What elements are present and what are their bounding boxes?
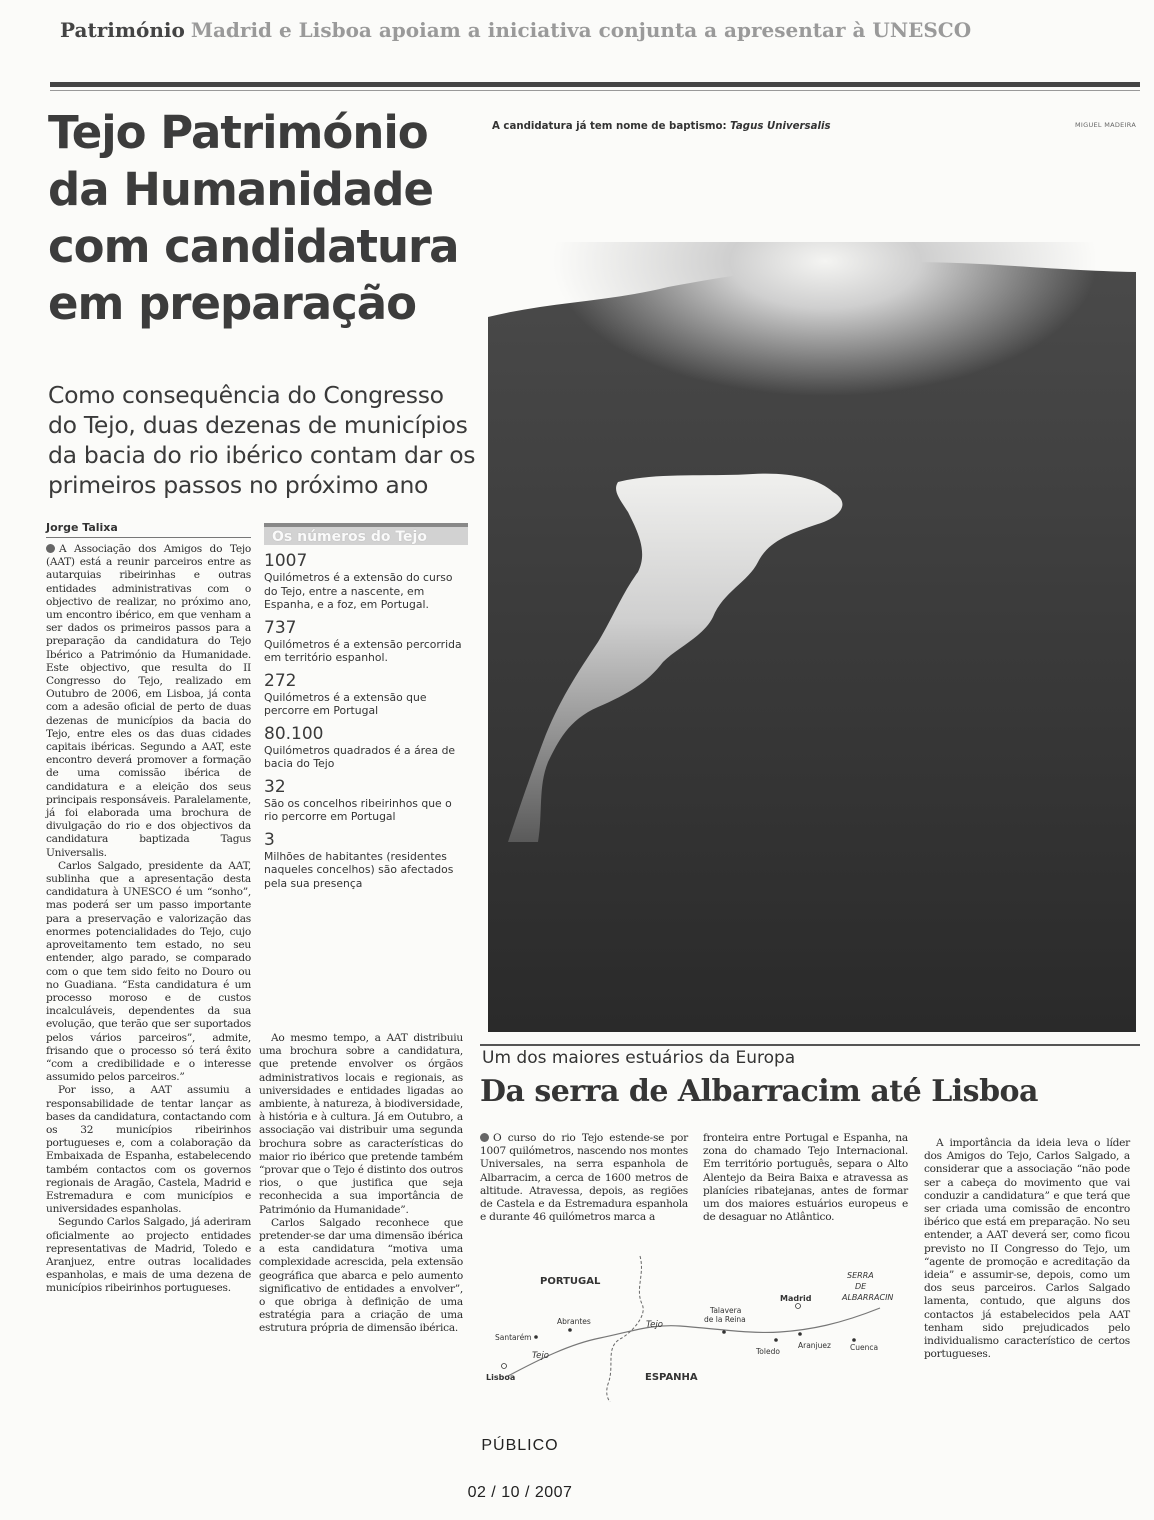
secondary-rule [480,1044,1140,1046]
photo-credit: MIGUEL MADEIRA [1075,121,1137,129]
map-label-de: DE [855,1282,867,1291]
number-item [264,618,468,665]
byline: Jorge Talixa [46,521,251,538]
map-label-lisboa: Lisboa [486,1373,516,1382]
section-label: Património [60,18,185,42]
number-value: 3 [264,829,275,850]
bullet-icon [46,544,55,553]
top-rule-thin [50,90,1140,91]
article-column-1 [46,543,251,1296]
secondary-title: Da serra de Albarracim até Lisboa [480,1074,1038,1109]
number-item [264,830,468,891]
number-value: 80.100 [264,723,324,744]
map-label-aranjuez: Aranjuez [798,1341,831,1350]
number-value: 737 [264,617,297,638]
map-label-toledo: Toledo [756,1347,780,1356]
secondary-column-2 [703,1132,908,1224]
number-desc: Quilómetros é a extensão percorrida em território espanhol. [264,637,462,664]
photo-caption: A candidatura já tem nome de baptismo: Tagus Universalis [492,121,831,132]
bullet-icon [480,1133,489,1142]
article-paragraph: Por isso, a AAT assumiu a responsabilidade de tentar lançar as bases da candidatura, contactando com os 32 municípios ribeirinhos portugueses e, com a colaboração da Embaixada de Espanha, estabelecendo também contactos com os governos regionais de Aragão, Castela, Madrid e Estremadura e com municípios e universidades espanholas. [46,1084,251,1216]
number-desc: Quilómetros quadrados é a área de bacia do Tejo [264,743,456,770]
article-paragraph: A Associação dos Amigos do Tejo (AAT) está a reunir parceiros entre as autarquias ribeirinhas e outras entidades administrativas com o objectivo de realizar, no próximo ano, um encontro ibérico, em que venham a ser dados os primeiros passos para a preparação da candidatura do Tejo Ibérico a Património da Humanidade. Este objectivo, que resulta do II Congresso do Tejo, realizado em Outubro de 2006, em Lisboa, já conta com a adesão oficial de perto de duas dezenas de municípios da bacia do Tejo, entre eles os das duas cidades capitais ibéricas. Segundo a AAT, este encontro deverá promover a formação de uma comissão ibérica de candidatura e a eleição dos seus principais responsáveis. Paralelamente, já foi elaborada uma brochura de divulgação do rio e dos objectivos da candidatura baptizada Tagus Universalis. [46,543,251,859]
article-paragraph: Segundo Carlos Salgado, já aderiram oficialmente ao projecto entidades representativas de Madrid, Toledo e Aranjuez, entre outras localidades espanholas, e mais de uma dezena de municípios ribeirinhos portugueses. [46,1216,251,1295]
secondary-kicker: Um dos maiores estuários da Europa [482,1048,796,1068]
map-label-portugal: PORTUGAL [540,1276,601,1287]
number-desc: Quilómetros é a extensão do curso do Tejo, entre a nascente, em Espanha, e a foz, em Portugal. [264,571,453,611]
number-desc: Quilómetros é a extensão que percorre em Portugal [264,690,427,717]
number-item [264,724,468,771]
article-paragraph: Ao mesmo tempo, a AAT distribuiu uma brochura sobre a candidatura, que pretende envolver os órgãos administrativos locais e regionais, as universidades e entidades ligadas ao ambiente, à natureza, à biodiversidade, à história e à cultura. Já em Outubro, a associação vai distribuir uma segunda brochura sobre as características do maior rio ibérico que pretende também “provar que o Tejo é distinto dos outros rios, o que justifica que seja reconhecida a sua importância de Património da Humanidade”. [259,1032,463,1216]
headline: Tejo Património da Humanidade com candidatura em preparação [48,106,459,330]
number-desc: Milhões de habitantes (residentes naqueles concelhos) são afectados pela sua presença [264,849,454,890]
city-dot-talavera [722,1330,726,1334]
map-label-santarem: Santarém [495,1333,532,1342]
article-column-2 [259,1032,463,1336]
secondary-paragraph: O curso do rio Tejo estende-se por 1007 quilómetros, nascendo nos montes Universales, na serra espanhola de Albarracim, a cerca de 1600 metros de altitude. Atravessa, depois, as regiões de Castela e da Estremadura espanhola e durante 46 quilómetros marca a [480,1132,688,1224]
article-paragraph: Carlos Salgado reconhece que pretender-se dar uma dimensão ibérica a esta candidatura “motiva uma complexidade acrescida, pela extensão geográfica que abarca e pelo aumento significativo de entidades a envolver”, o que obriga à definição de uma estratégia para a criação de uma estrutura própria de dimensão ibérica. [259,1216,463,1335]
map-label-talavera: Talavera [710,1306,742,1315]
secondary-paragraph: A importância da ideia leva o líder dos Amigos do Tejo, Carlos Salgado, a considerar que a associação “não pode ser a cabeça do movimento que vai conduzir a candidatura” e que terá que ser criada uma comissão de encontro ibérico que está em preparação. No seu entender, a AAT deverá ser, como ficou previsto no II Congresso do Tejo, um “agente de promoção e acreditação da ideia” e assumir-se, depois, como um dos seus parceiros. Carlos Salgado lamenta, contudo, que alguns dos contactos já estabelecidos pela AAT tenham sido prejudicados pelo individualismo característico de certos portugueses. [924,1137,1130,1361]
numbers-box [264,523,468,993]
number-value: 1007 [264,551,308,571]
top-rule [50,82,1140,87]
river-photo [488,242,1136,1032]
map-label-tejo-1: Tejo [646,1320,663,1330]
secondary-column-1 [480,1132,688,1224]
numbers-box-title: Os números do Tejo [264,523,468,545]
footer-publication: PÚBLICO [481,1437,559,1454]
city-dot-toledo [774,1338,778,1342]
map-label-serra: SERRA [847,1271,874,1280]
tagus-map [480,1244,906,1402]
map-label-albarracin: ALBARRACIN [842,1293,894,1302]
photo-caption-name: Tagus Universalis [730,121,831,132]
number-value: 32 [264,776,286,797]
article-paragraph: Carlos Salgado, presidente da AAT, sublinha que a apresentação desta candidatura à UNESCO é um “sonho”, mas poderá ser um passo importante para a preservação e valorização das enormes potencialidades do Tejo, cujo aproveitamento tem estado, no seu entender, algo parado, se comparado com o que tem sido feito no Douro ou no Guadiana. “Esta candidatura é um processo moroso e de custos incalculáveis, dependentes da sua evolução, que terão que ser suportados pelos vários parceiros”, admite, frisando que o processo só terá êxito “com a credibilidade e o interesse assumido pelos parceiros.” [46,859,251,1084]
map-label-talavera-2: de la Reina [704,1315,746,1324]
subheadline: Como consequência do Congresso do Tejo, duas dezenas de municípios da bacia do rio ibérico contam dar os primeiros passos no próximo ano [48,381,476,499]
secondary-column-3 [924,1137,1130,1361]
number-item [264,551,468,612]
number-item [264,777,468,824]
map-label-tejo-2: Tejo [532,1351,549,1361]
number-value: 272 [264,670,297,691]
city-dot-cuenca [852,1338,856,1342]
city-dot-santarem [534,1335,538,1339]
map-label-madrid: Madrid [780,1294,812,1303]
city-dot-aranjuez [798,1332,802,1336]
section-kicker [60,18,1140,42]
map-label-abrantes: Abrantes [557,1317,591,1326]
map-label-espanha: ESPANHA [645,1372,698,1383]
secondary-paragraph: fronteira entre Portugal e Espanha, na zona do chamado Tejo Internacional. Em território português, separa o Alto Alentejo da Beira Baixa e atravessa as planícies ribatejanas, antes de formar um dos maiores estuários europeus e de desaguar no Atlântico. [703,1132,908,1224]
map-label-cuenca: Cuenca [850,1343,879,1352]
kicker-text: Madrid e Lisboa apoiam a iniciativa conjunta a apresentar à UNESCO [190,18,972,42]
city-dot-abrantes [568,1328,572,1332]
number-desc: São os concelhos ribeirinhos que o rio percorre em Portugal [264,796,452,823]
footer-date: 02 / 10 / 2007 [467,1484,573,1501]
number-item [264,671,468,718]
